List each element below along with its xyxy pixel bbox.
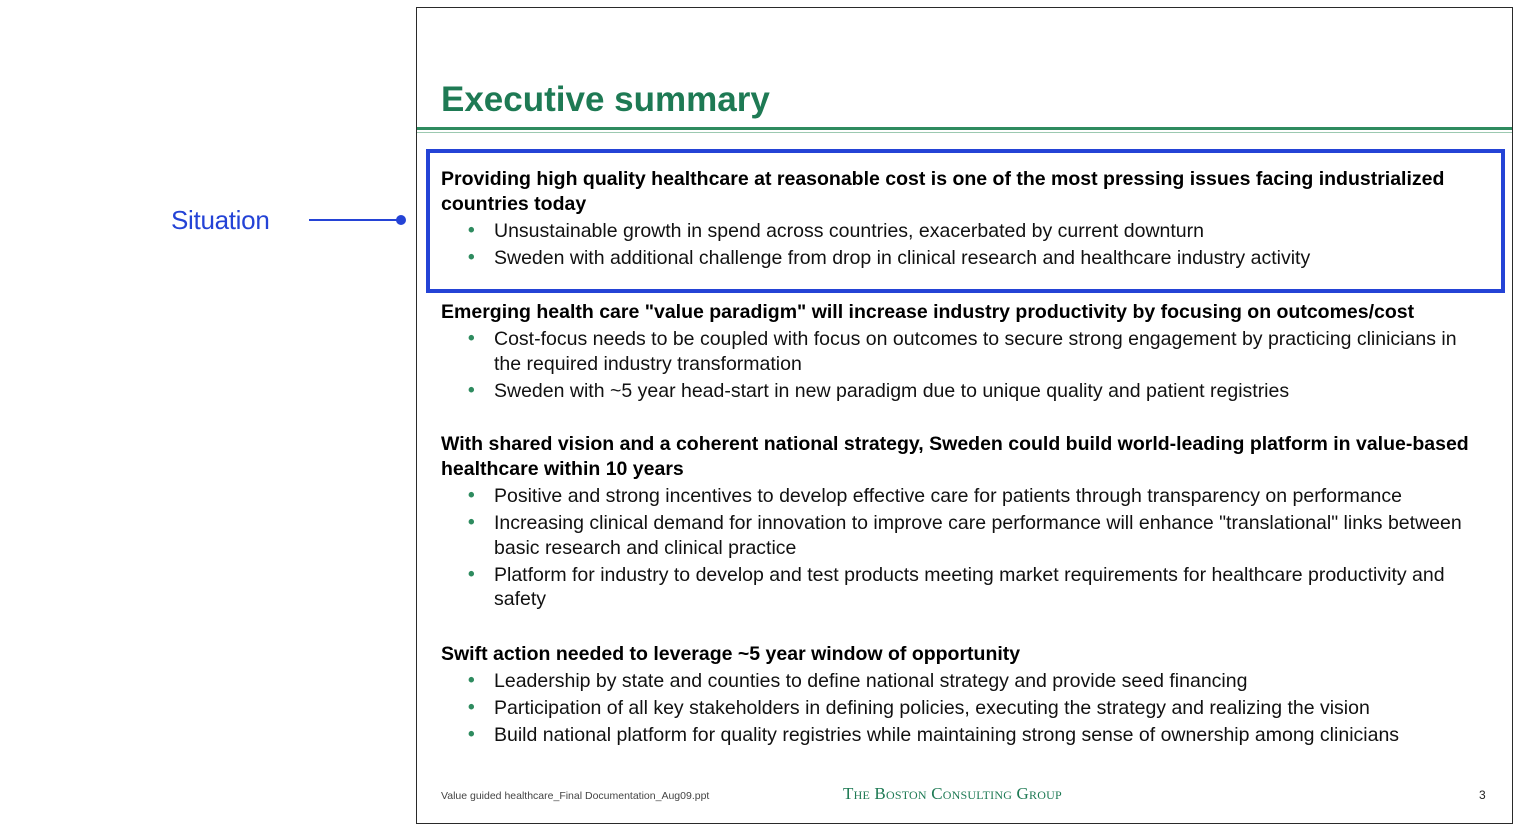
bullet-text: Unsustainable growth in spend across countries, exacerbated by current downturn: [494, 220, 1204, 242]
bullet-item: [441, 379, 1481, 404]
bullet-text: Platform for industry to develop and test products meeting market requirements for healthcare productivity and safety: [494, 563, 1445, 610]
bullet-item: [441, 327, 1481, 376]
section-heading: Swift action needed to leverage ~5 year window of opportunity: [441, 643, 1021, 665]
annotation-connector-line: [309, 219, 401, 221]
slide-title: Executive summary: [441, 80, 770, 119]
section-heading: Providing high quality healthcare at reasonable cost is one of the most pressing issues facing industrialized countries today: [441, 168, 1445, 215]
section-situation: [441, 167, 1481, 273]
bullet-dot-icon: •: [468, 697, 475, 718]
bullet-dot-icon: •: [468, 670, 475, 691]
bullet-list: [441, 669, 1481, 748]
section-heading: Emerging health care "value paradigm" will increase industry productivity by focusing on outcomes/cost: [441, 301, 1415, 323]
bullet-item: [441, 563, 1481, 612]
footer-filename: Value guided healthcare_Final Documentation_Aug09.ppt: [441, 790, 710, 802]
title-divider: [417, 127, 1512, 130]
bullet-dot-icon: •: [468, 724, 475, 745]
bullet-dot-icon: •: [468, 247, 475, 268]
annotation-connector-dot: [396, 215, 406, 225]
bullet-item: [441, 246, 1481, 271]
bullet-item: [441, 511, 1481, 560]
bullet-dot-icon: •: [468, 485, 475, 506]
bcg-logo: The Boston Consulting Group: [843, 784, 1062, 803]
bullet-text: Increasing clinical demand for innovation to improve care performance will enhance "translational" links between basic research and clinical practice: [494, 512, 1462, 559]
bullet-list: [441, 327, 1481, 403]
bullet-dot-icon: •: [468, 563, 475, 585]
bullet-text: Cost-focus needs to be coupled with focus on outcomes to secure strong engagement by practicing clinicians in the required industry transformation: [494, 328, 1457, 375]
bullet-text: Participation of all key stakeholders in defining policies, executing the strategy and realizing the vision: [494, 697, 1370, 719]
section-value-paradigm: [441, 300, 1481, 406]
bullet-text: Build national platform for quality registries while maintaining strong sense of ownership among clinicians: [494, 724, 1400, 746]
bullet-text: Positive and strong incentives to develop effective care for patients through transparency on performance: [494, 485, 1402, 507]
bullet-item: [441, 484, 1481, 509]
bullet-text: Leadership by state and counties to define national strategy and provide seed financing: [494, 670, 1248, 692]
bullet-dot-icon: •: [468, 220, 475, 241]
bullet-text: Sweden with ~5 year head-start in new paradigm due to unique quality and patient registries: [494, 379, 1290, 402]
bullet-item: [441, 669, 1481, 694]
slide: [416, 7, 1513, 824]
bullet-list: [441, 484, 1481, 612]
bullet-dot-icon: •: [468, 512, 475, 533]
bullet-item: [441, 696, 1481, 721]
bullet-list: [441, 219, 1481, 271]
bullet-text: Sweden with additional challenge from drop in clinical research and healthcare industry activity: [494, 247, 1311, 269]
section-swift-action: [441, 642, 1481, 750]
title-divider-thin: [417, 132, 1512, 133]
annotation-label: Situation: [171, 205, 270, 235]
bullet-dot-icon: •: [468, 328, 475, 349]
bullet-item: [441, 723, 1481, 748]
section-shared-vision: [441, 432, 1481, 614]
bullet-dot-icon: •: [468, 379, 475, 401]
section-heading: With shared vision and a coherent national strategy, Sweden could build world-leading platform in value-based healthcare within 10 years: [441, 433, 1469, 480]
bullet-item: [441, 219, 1481, 244]
page-number: 3: [1479, 788, 1486, 802]
